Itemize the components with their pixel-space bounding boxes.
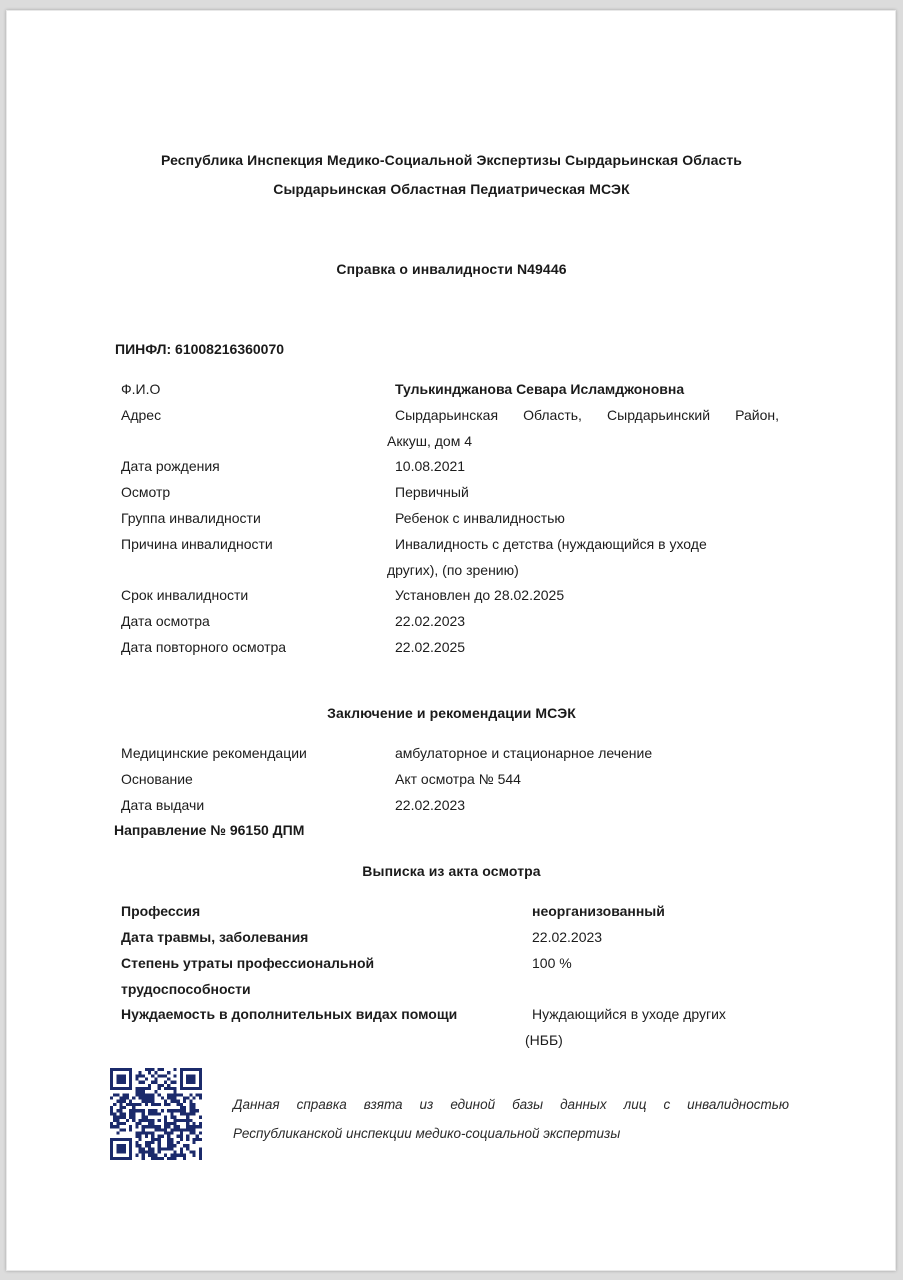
label-basis: Основание — [121, 771, 193, 787]
value-address: Сырдарьинская Область, Сырдарьинский Район, — [395, 407, 779, 423]
label-issue-date: Дата выдачи — [121, 797, 205, 813]
value-profession: неорганизованный — [532, 903, 665, 919]
pinfl: ПИНФЛ: 61008216360070 — [115, 341, 285, 357]
label-injury-date: Дата травмы, заболевания — [121, 929, 309, 945]
header-line-2: Сырдарьинская Областная Педиатрическая МСЭК — [273, 181, 630, 197]
value-work-capacity-loss: 100 % — [532, 955, 572, 971]
value-disability-cause: Инвалидность с детства (нуждающийся в уходе — [395, 536, 707, 552]
value-additional-help-cont: (НББ) — [525, 1032, 563, 1048]
footer-line-2: Республиканской инспекции медико-социальной экспертизы — [233, 1126, 621, 1141]
value-issue-date: 22.02.2023 — [395, 797, 466, 813]
value-injury-date: 22.02.2023 — [532, 929, 603, 945]
label-disability-cause: Причина инвалидности — [121, 536, 273, 552]
referral-number: Направление № 96150 ДПМ — [114, 822, 305, 838]
value-additional-help: Нуждающийся в уходе других — [532, 1006, 726, 1022]
value-examination: Первичный — [395, 484, 469, 500]
label-additional-help: Нуждаемость в дополнительных видах помощи — [121, 1006, 458, 1022]
label-fio: Ф.И.О — [121, 381, 161, 397]
label-address: Адрес — [121, 407, 162, 423]
label-birth-date: Дата рождения — [121, 458, 220, 474]
label-examination: Осмотр — [121, 484, 171, 500]
label-disability-group: Группа инвалидности — [121, 510, 261, 526]
label-profession: Профессия — [121, 903, 201, 919]
footer-line-1: Данная справка взята из единой базы данных лиц с инвалидностью — [233, 1097, 789, 1112]
label-medical-recommendations: Медицинские рекомендации — [121, 745, 307, 761]
value-disability-term: Установлен до 28.02.2025 — [395, 587, 565, 603]
qr-code-icon[interactable] — [110, 1066, 202, 1162]
label-exam-date: Дата осмотра — [121, 613, 210, 629]
value-medical-recommendations: амбулаторное и стационарное лечение — [395, 745, 653, 761]
value-disability-cause-cont: других), (по зрению) — [387, 562, 519, 578]
label-reexam-date: Дата повторного осмотра — [121, 639, 287, 655]
value-fio: Тулькинджанова Севара Исламджоновна — [395, 381, 685, 397]
value-address-cont: Аккуш, дом 4 — [387, 433, 473, 449]
extract-title: Выписка из акта осмотра — [362, 863, 541, 879]
value-reexam-date: 22.02.2025 — [395, 639, 466, 655]
label-disability-term: Срок инвалидности — [121, 587, 249, 603]
value-disability-group: Ребенок с инвалидностью — [395, 510, 565, 526]
label-work-capacity-loss: Степень утраты профессиональной — [121, 955, 375, 971]
conclusion-title: Заключение и рекомендации МСЭК — [327, 705, 576, 721]
label-work-capacity-loss-cont: трудоспособности — [121, 981, 251, 997]
value-birth-date: 10.08.2021 — [395, 458, 466, 474]
document-title: Справка о инвалидности N49446 — [336, 261, 567, 277]
value-exam-date: 22.02.2023 — [395, 613, 466, 629]
value-basis: Акт осмотра № 544 — [395, 771, 521, 787]
header-line-1: Республика Инспекция Медико-Социальной Экспертизы Сырдарьинская Область — [160, 152, 743, 168]
